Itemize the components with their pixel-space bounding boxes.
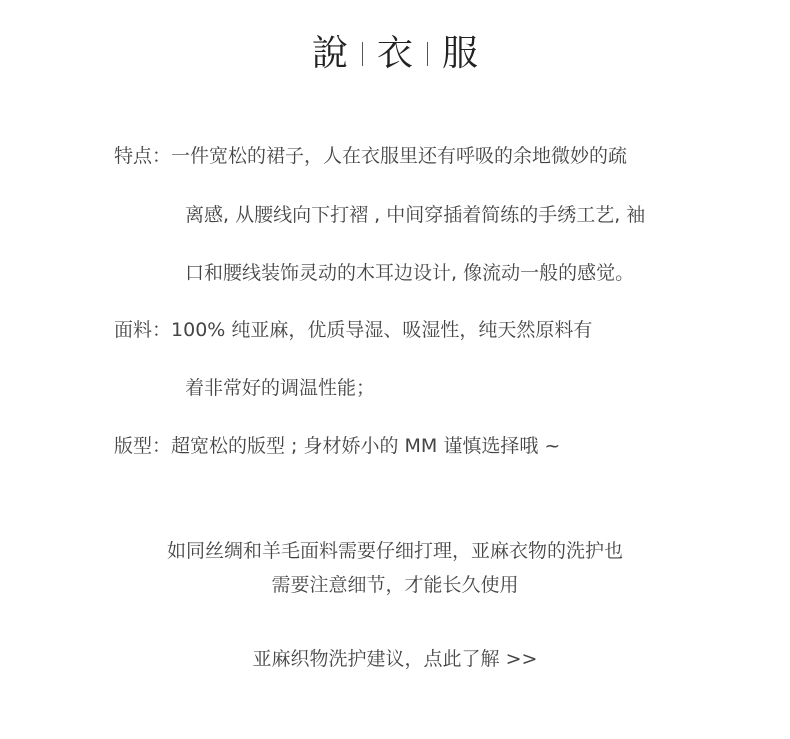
title-divider-2 <box>427 42 428 66</box>
title-divider-1 <box>362 42 363 66</box>
fit-text-1: 超宽松的版型 ; 身材娇小的 MM 谨慎选择哦 ~ <box>171 435 561 457</box>
features-line-3: 口和腰线装饰灵动的木耳边设计, 像流动一般的感觉。 <box>185 262 635 284</box>
fit-label: 版型： <box>114 435 172 457</box>
title-char-3: 服 <box>442 33 479 74</box>
title-char-1: 說 <box>311 33 348 74</box>
features-line-1 <box>114 142 627 170</box>
fabric-line-2: 着非常好的调温性能； <box>185 377 376 399</box>
fit-line-1 <box>114 432 560 460</box>
care-note-line-1: 如同丝绸和羊毛面料需要仔细打理，亚麻衣物的洗护也 <box>166 540 623 562</box>
features-text-1: 一件宽松的裙子，人在衣服里还有呼吸的余地微妙的疏 <box>171 145 628 167</box>
fabric-line-1 <box>114 316 592 344</box>
features-line-2: 离感, 从腰线向下打褶 , 中间穿插着简练的手绣工艺, 袖 <box>185 204 646 226</box>
page-title <box>0 30 790 78</box>
care-advice-link[interactable]: 亚麻织物洗护建议，点此了解 >> <box>252 648 538 670</box>
fabric-label: 面料： <box>114 319 172 341</box>
features-label: 特点： <box>114 145 172 167</box>
fabric-text-1: 100% 纯亚麻，优质导湿、吸湿性，纯天然原料有 <box>171 319 593 341</box>
care-note-line-2: 需要注意细节，才能长久使用 <box>271 574 519 596</box>
title-char-2: 衣 <box>376 33 413 74</box>
